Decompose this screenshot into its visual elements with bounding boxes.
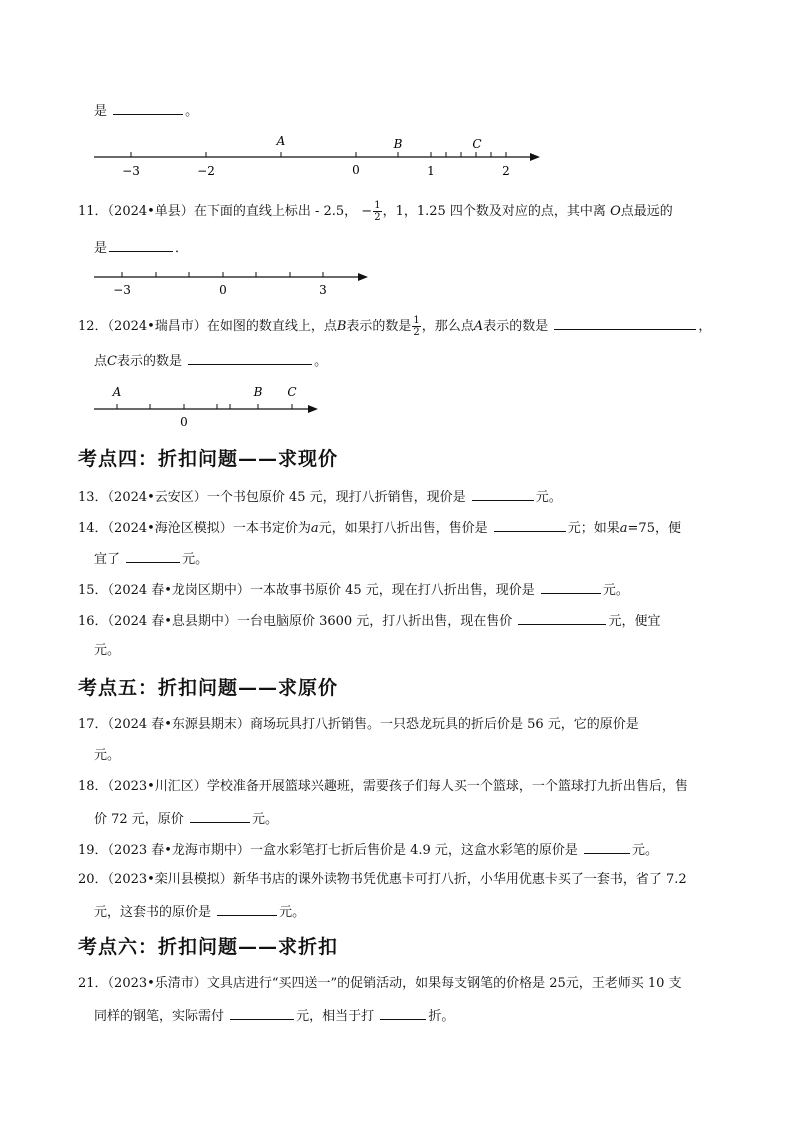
tick-label: −3 bbox=[113, 283, 131, 297]
section-heading-6: 考点六：折扣问题——求折扣 bbox=[78, 936, 339, 958]
answer-blank[interactable] bbox=[113, 101, 183, 115]
tick-label: −2 bbox=[197, 164, 215, 178]
point-label: B bbox=[393, 137, 403, 151]
question-11: 11．（2024•单县）在下面的直线上标出 - 2.5， − $\frac{1}{2}$ ，1，1.25 四个数及对应的点，其中离 O点最远的 bbox=[78, 200, 673, 223]
question-19: 19．（2023 春•龙海市期中）一盒水彩笔打七折后售价是 4.9 元，这盒水彩笔的原价是 元。 bbox=[78, 840, 658, 860]
section-heading-4: 考点四：折扣问题——求现价 bbox=[78, 448, 339, 470]
question-21-line2: 同样的钢笔，实际需付 元，相当于打 折。 bbox=[94, 1006, 454, 1026]
question-12-line2: 点C表示的数是 。 bbox=[94, 351, 327, 371]
answer-blank[interactable] bbox=[217, 902, 277, 916]
tick-label: 0 bbox=[180, 415, 188, 429]
question-20: 20．（2023•栾川县模拟）新华书店的课外读物书凭优惠卡可打八折，小华用优惠卡买了一套书，省了 7.2 bbox=[78, 872, 687, 887]
question-20-line2: 元，这套书的原价是 元。 bbox=[94, 902, 305, 922]
tick-label: 3 bbox=[319, 283, 327, 297]
section-heading-5: 考点五：折扣问题——求原价 bbox=[78, 677, 339, 699]
tick-label: −3 bbox=[122, 164, 140, 178]
question-11-line2: 是 ． bbox=[94, 238, 188, 258]
tick-label: 0 bbox=[352, 163, 360, 177]
point-label: A bbox=[276, 134, 286, 148]
point-label: C bbox=[287, 385, 297, 399]
number-line-2 bbox=[88, 266, 378, 298]
fraction-half: $\frac{1}{2}$ bbox=[413, 315, 420, 338]
answer-blank[interactable] bbox=[472, 487, 534, 501]
point-label: A bbox=[112, 385, 122, 399]
question-21: 21．（2023•乐清市）文具店进行“买四送一”的促销活动，如果每支钢笔的价格是 25元，王老师买 10 支 bbox=[78, 976, 682, 991]
answer-blank[interactable] bbox=[584, 840, 630, 854]
question-15: 15．（2024 春•龙岗区期中）一本故事书原价 45 元，现在打八折出售，现价是 元。 bbox=[78, 580, 629, 600]
answer-blank[interactable] bbox=[109, 238, 173, 252]
tick-label: 1 bbox=[427, 164, 435, 178]
answer-blank[interactable] bbox=[380, 1006, 426, 1020]
answer-blank[interactable] bbox=[518, 611, 606, 625]
question-12: 12．（2024•瑞昌市）在如图的数直线上，点B表示的数是 $\frac{1}{2}$ ，那么点A表示的数是 ， bbox=[78, 315, 712, 338]
question-16-line2: 元。 bbox=[94, 643, 121, 658]
question-13: 13．（2024•云安区）一个书包原价 45 元，现打八折销售，现价是 元。 bbox=[78, 487, 562, 507]
question-18-line2: 价 72 元，原价 元。 bbox=[94, 809, 278, 829]
tick-label: 0 bbox=[219, 283, 227, 297]
answer-blank[interactable] bbox=[494, 518, 566, 532]
question-18: 18．（2023•川汇区）学校准备开展篮球兴趣班，需要孩子们每人买一个篮球，一个篮球打九折出售后，售 bbox=[78, 779, 688, 794]
answer-blank[interactable] bbox=[230, 1006, 294, 1020]
question-17-line2: 元。 bbox=[94, 748, 121, 763]
number-line-1 bbox=[88, 130, 548, 182]
fraction-neg-half: − $\frac{1}{2}$ bbox=[361, 200, 381, 223]
question-14: 14．（2024•海沧区模拟）一本书定价为a元，如果打八折出售，售价是 元；如果a=75，便 bbox=[78, 518, 681, 538]
point-label: C bbox=[472, 137, 482, 151]
answer-blank[interactable] bbox=[190, 809, 250, 823]
point-label: B bbox=[253, 385, 263, 399]
answer-blank[interactable] bbox=[126, 549, 180, 563]
number-line-3 bbox=[88, 380, 328, 430]
question-17: 17．（2024 春•东源县期末）商场玩具打八折销售。一只恐龙玩具的折后价是 56 元，它的原价是 bbox=[78, 717, 639, 732]
question-16: 16．（2024 春•息县期中）一台电脑原价 3600 元，打八折出售，现在售价 元，便宜 bbox=[78, 611, 660, 631]
q10-answer-line: 是 。 bbox=[94, 101, 198, 121]
answer-blank[interactable] bbox=[541, 580, 601, 594]
answer-blank[interactable] bbox=[188, 351, 312, 365]
question-14-line2: 宜了 元。 bbox=[94, 549, 208, 569]
tick-label: 2 bbox=[502, 164, 510, 178]
answer-blank[interactable] bbox=[554, 316, 696, 330]
